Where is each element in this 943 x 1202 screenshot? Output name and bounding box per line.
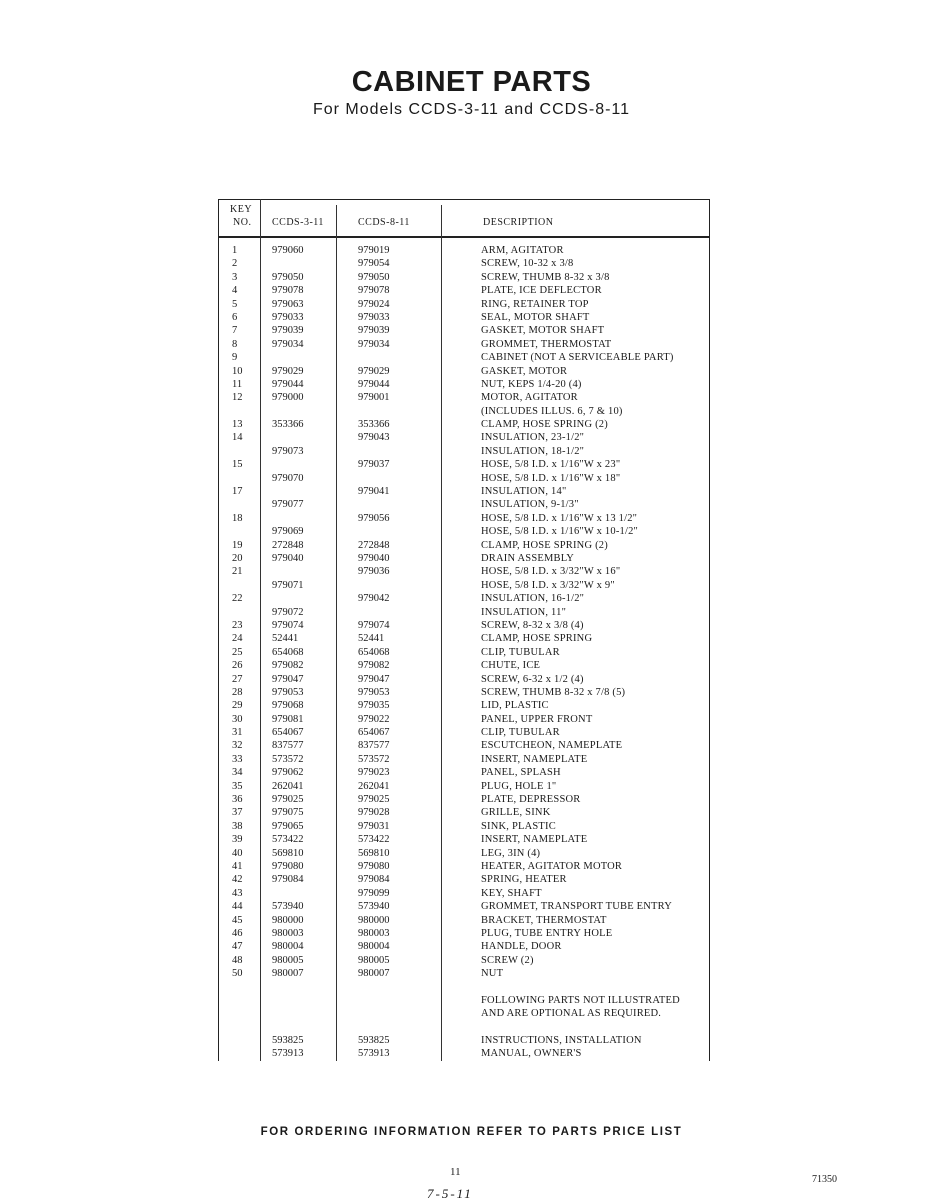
description-cell: CLAMP, HOSE SPRING (2) bbox=[481, 539, 608, 551]
model-b-part-cell: 979019 bbox=[358, 245, 390, 256]
model-b-part-cell: 979047 bbox=[358, 673, 390, 685]
model-b-part-cell: 573572 bbox=[358, 753, 390, 765]
key-cell: 23 bbox=[232, 619, 243, 631]
table-row bbox=[0, 753, 943, 766]
description-cell: HANDLE, DOOR bbox=[481, 941, 562, 953]
table-row bbox=[0, 873, 943, 886]
table-row bbox=[0, 1007, 943, 1020]
description-cell: GASKET, MOTOR SHAFT bbox=[481, 325, 605, 337]
model-b-part-cell: 573422 bbox=[358, 834, 390, 846]
key-cell: 41 bbox=[232, 860, 243, 872]
key-cell: 1 bbox=[232, 245, 238, 256]
key-cell: 4 bbox=[232, 285, 238, 297]
description-cell: SCREW, THUMB 8-32 x 7/8 (5) bbox=[481, 686, 626, 698]
key-cell: 36 bbox=[232, 794, 243, 806]
table-row bbox=[0, 391, 943, 404]
table-row bbox=[0, 271, 943, 284]
model-a-part-cell: 979063 bbox=[272, 298, 304, 310]
description-cell: ARM, AGITATOR bbox=[481, 245, 564, 256]
model-b-part-cell: 52441 bbox=[358, 633, 385, 645]
description-cell: HEATER, AGITATOR MOTOR bbox=[481, 860, 623, 872]
model-a-part-cell: 979044 bbox=[272, 378, 304, 390]
model-a-part-cell: 979050 bbox=[272, 271, 304, 283]
table-row bbox=[0, 525, 943, 538]
table-row bbox=[0, 244, 943, 257]
table-row bbox=[0, 914, 943, 927]
description-cell: HOSE, 5/8 I.D. x 1/16"W x 18" bbox=[481, 472, 621, 484]
description-cell: HOSE, 5/8 I.D. x 1/16"W x 13 1/2" bbox=[481, 512, 638, 524]
description-cell: HOSE, 5/8 I.D. x 1/16"W x 23" bbox=[481, 459, 621, 471]
model-a-part-cell: 979072 bbox=[272, 606, 304, 618]
model-a-part-cell: 979082 bbox=[272, 660, 304, 672]
key-cell: 46 bbox=[232, 927, 243, 939]
description-cell: PANEL, UPPER FRONT bbox=[481, 713, 593, 725]
key-cell: 29 bbox=[232, 700, 243, 712]
model-b-part-cell: 654068 bbox=[358, 646, 390, 658]
key-cell: 37 bbox=[232, 807, 243, 819]
description-cell: GASKET, MOTOR bbox=[481, 365, 568, 377]
model-b-part-cell: 593825 bbox=[358, 1035, 390, 1047]
key-cell: 10 bbox=[232, 365, 243, 377]
model-a-part-cell: 979075 bbox=[272, 807, 304, 819]
model-b-part-cell: 979001 bbox=[358, 392, 390, 404]
key-cell: 18 bbox=[232, 512, 243, 524]
description-cell: SPRING, HEATER bbox=[481, 874, 567, 886]
table-row bbox=[0, 298, 943, 311]
table-row bbox=[0, 780, 943, 793]
key-cell: 26 bbox=[232, 660, 243, 672]
model-b-part-cell: 837577 bbox=[358, 740, 390, 752]
table-row bbox=[0, 900, 943, 913]
model-a-part-cell: 573422 bbox=[272, 834, 304, 846]
model-b-part-cell: 980005 bbox=[358, 954, 390, 966]
model-a-part-cell: 979078 bbox=[272, 285, 304, 297]
table-row bbox=[0, 833, 943, 846]
table-row bbox=[0, 445, 943, 458]
key-cell: 34 bbox=[232, 767, 243, 779]
table-row bbox=[0, 405, 943, 418]
description-cell: HOSE, 5/8 I.D. x 3/32"W x 16" bbox=[481, 566, 621, 578]
model-b-part-cell: 654067 bbox=[358, 727, 390, 739]
header-key-line1: KEY bbox=[230, 204, 253, 215]
table-row bbox=[0, 766, 943, 779]
table-row bbox=[0, 980, 943, 993]
description-cell: MOTOR, AGITATOR bbox=[481, 392, 578, 404]
description-cell: INSULATION, 9-1/3" bbox=[481, 499, 579, 511]
ordering-note: FOR ORDERING INFORMATION REFER TO PARTS PRICE LIST bbox=[260, 1126, 683, 1138]
model-b-part-cell: 979029 bbox=[358, 365, 390, 377]
table-row bbox=[0, 860, 943, 873]
table-row bbox=[0, 887, 943, 900]
description-cell: PLATE, ICE DEFLECTOR bbox=[481, 285, 602, 297]
table-row bbox=[0, 472, 943, 485]
model-b-part-cell: 979031 bbox=[358, 820, 390, 832]
model-a-part-cell: 569810 bbox=[272, 847, 304, 859]
model-b-part-cell: 979082 bbox=[358, 660, 390, 672]
model-b-part-cell: 272848 bbox=[358, 539, 390, 551]
model-a-part-cell: 980003 bbox=[272, 927, 304, 939]
key-cell: 47 bbox=[232, 941, 243, 953]
key-cell: 12 bbox=[232, 392, 243, 404]
model-a-part-cell: 979053 bbox=[272, 686, 304, 698]
model-a-part-cell: 980000 bbox=[272, 914, 304, 926]
model-a-part-cell: 654068 bbox=[272, 646, 304, 658]
page-subtitle: For Models CCDS-3-11 and CCDS-8-11 bbox=[312, 101, 631, 118]
key-cell: 9 bbox=[232, 352, 238, 364]
model-a-part-cell: 979034 bbox=[272, 338, 304, 350]
model-a-part-cell: 573940 bbox=[272, 901, 304, 913]
model-a-part-cell: 979070 bbox=[272, 472, 304, 484]
description-cell: HOSE, 5/8 I.D. x 1/16"W x 10-1/2" bbox=[481, 526, 639, 538]
page-number: 11 bbox=[450, 1166, 461, 1178]
table-row bbox=[0, 1021, 943, 1034]
description-cell: SINK, PLASTIC bbox=[481, 820, 556, 832]
table-row bbox=[0, 592, 943, 605]
table-row bbox=[0, 726, 943, 739]
table-row bbox=[0, 659, 943, 672]
key-cell: 3 bbox=[232, 271, 238, 283]
table-row bbox=[0, 311, 943, 324]
key-cell: 13 bbox=[232, 419, 243, 431]
table-row bbox=[0, 713, 943, 726]
model-a-part-cell: 837577 bbox=[272, 740, 304, 752]
model-a-part-cell: 593825 bbox=[272, 1035, 304, 1047]
description-cell: LID, PLASTIC bbox=[481, 700, 549, 712]
model-a-part-cell: 979068 bbox=[272, 700, 304, 712]
description-cell: PANEL, SPLASH bbox=[481, 767, 561, 779]
table-row bbox=[0, 351, 943, 364]
table-row bbox=[0, 927, 943, 940]
table-row bbox=[0, 632, 943, 645]
model-b-part-cell: 979024 bbox=[358, 298, 390, 310]
model-b-part-cell: 979023 bbox=[358, 767, 390, 779]
key-cell: 31 bbox=[232, 727, 243, 739]
table-row bbox=[0, 418, 943, 431]
model-b-part-cell: 979099 bbox=[358, 887, 390, 899]
model-a-part-cell: 353366 bbox=[272, 419, 304, 431]
model-b-part-cell: 979022 bbox=[358, 713, 390, 725]
table-row bbox=[0, 954, 943, 967]
key-cell: 22 bbox=[232, 593, 243, 605]
table-row bbox=[0, 324, 943, 337]
table-row bbox=[0, 552, 943, 565]
description-cell: LEG, 3IN (4) bbox=[481, 847, 541, 859]
model-b-part-cell: 979078 bbox=[358, 285, 390, 297]
key-cell: 15 bbox=[232, 459, 243, 471]
key-cell: 27 bbox=[232, 673, 243, 685]
key-cell: 7 bbox=[232, 325, 238, 337]
description-cell: GRILLE, SINK bbox=[481, 807, 551, 819]
description-cell: NUT, KEPS 1/4-20 (4) bbox=[481, 378, 582, 390]
key-cell: 44 bbox=[232, 901, 243, 913]
key-cell: 38 bbox=[232, 820, 243, 832]
table-row bbox=[0, 257, 943, 270]
description-cell: FOLLOWING PARTS NOT ILLUSTRATED bbox=[481, 994, 680, 1006]
description-cell: SCREW, 8-32 x 3/8 (4) bbox=[481, 619, 584, 631]
model-b-part-cell: 979053 bbox=[358, 686, 390, 698]
description-cell: PLUG, TUBE ENTRY HOLE bbox=[481, 927, 613, 939]
page-title: CABINET PARTS bbox=[351, 66, 592, 98]
key-cell: 6 bbox=[232, 311, 238, 323]
key-cell: 11 bbox=[232, 378, 243, 390]
table-row bbox=[0, 619, 943, 632]
key-cell: 8 bbox=[232, 338, 238, 350]
description-cell: CLAMP, HOSE SPRING (2) bbox=[481, 419, 608, 431]
model-b-part-cell: 979028 bbox=[358, 807, 390, 819]
key-cell: 35 bbox=[232, 780, 243, 792]
description-cell: SCREW, THUMB 8-32 x 3/8 bbox=[481, 271, 610, 283]
table-row bbox=[0, 940, 943, 953]
key-cell: 39 bbox=[232, 834, 243, 846]
key-cell: 25 bbox=[232, 646, 243, 658]
key-cell: 40 bbox=[232, 847, 243, 859]
model-a-part-cell: 979000 bbox=[272, 392, 304, 404]
model-a-part-cell: 980004 bbox=[272, 941, 304, 953]
model-a-part-cell: 52441 bbox=[272, 633, 299, 645]
description-cell: KEY, SHAFT bbox=[481, 887, 542, 899]
header-description: DESCRIPTION bbox=[483, 217, 554, 228]
description-cell: INSULATION, 23-1/2" bbox=[481, 432, 585, 444]
description-cell: HOSE, 5/8 I.D. x 3/32"W x 9" bbox=[481, 579, 615, 591]
description-cell: INSULATION, 16-1/2" bbox=[481, 593, 585, 605]
table-row bbox=[0, 579, 943, 592]
model-b-part-cell: 979036 bbox=[358, 566, 390, 578]
model-a-part-cell: 979069 bbox=[272, 526, 304, 538]
table-row bbox=[0, 539, 943, 552]
model-a-part-cell: 979060 bbox=[272, 245, 304, 256]
description-cell: CABINET (NOT A SERVICEABLE PART) bbox=[481, 352, 674, 364]
key-cell: 19 bbox=[232, 539, 243, 551]
description-cell: PLATE, DEPRESSOR bbox=[481, 794, 581, 806]
key-cell: 45 bbox=[232, 914, 243, 926]
model-a-part-cell: 979039 bbox=[272, 325, 304, 337]
key-cell: 5 bbox=[232, 298, 238, 310]
model-a-part-cell: 979025 bbox=[272, 794, 304, 806]
key-cell: 50 bbox=[232, 968, 243, 980]
model-b-part-cell: 573913 bbox=[358, 1048, 390, 1060]
key-cell: 28 bbox=[232, 686, 243, 698]
key-cell: 20 bbox=[232, 552, 243, 564]
description-cell: SCREW, 6-32 x 1/2 (4) bbox=[481, 673, 584, 685]
table-row bbox=[0, 686, 943, 699]
table-row bbox=[0, 847, 943, 860]
table-row bbox=[0, 967, 943, 980]
key-cell: 33 bbox=[232, 753, 243, 765]
model-a-part-cell: 979065 bbox=[272, 820, 304, 832]
description-cell: CLIP, TUBULAR bbox=[481, 727, 560, 739]
description-cell: CHUTE, ICE bbox=[481, 660, 541, 672]
table-row bbox=[0, 606, 943, 619]
description-cell: DRAIN ASSEMBLY bbox=[481, 552, 575, 564]
description-cell: PLUG, HOLE 1" bbox=[481, 780, 557, 792]
model-a-part-cell: 262041 bbox=[272, 780, 304, 792]
model-b-part-cell: 979043 bbox=[358, 432, 390, 444]
model-b-part-cell: 980007 bbox=[358, 968, 390, 980]
description-cell: AND ARE OPTIONAL AS REQUIRED. bbox=[481, 1008, 662, 1020]
table-row bbox=[0, 565, 943, 578]
model-a-part-cell: 979029 bbox=[272, 365, 304, 377]
model-b-part-cell: 979039 bbox=[358, 325, 390, 337]
table-row bbox=[0, 498, 943, 511]
model-b-part-cell: 980000 bbox=[358, 914, 390, 926]
model-b-part-cell: 979044 bbox=[358, 378, 390, 390]
table-row bbox=[0, 994, 943, 1007]
table-row bbox=[0, 793, 943, 806]
header-key-line2: NO. bbox=[233, 217, 252, 228]
model-b-part-cell: 979056 bbox=[358, 512, 390, 524]
description-cell: SCREW (2) bbox=[481, 954, 534, 966]
model-a-part-cell: 980005 bbox=[272, 954, 304, 966]
table-row bbox=[0, 485, 943, 498]
model-b-part-cell: 980004 bbox=[358, 941, 390, 953]
model-b-part-cell: 979025 bbox=[358, 794, 390, 806]
model-b-part-cell: 980003 bbox=[358, 927, 390, 939]
description-cell: INSERT, NAMEPLATE bbox=[481, 753, 588, 765]
table-row bbox=[0, 820, 943, 833]
description-cell: SCREW, 10-32 x 3/8 bbox=[481, 258, 574, 270]
header-model-a: CCDS-3-11 bbox=[272, 217, 324, 228]
model-a-part-cell: 573572 bbox=[272, 753, 304, 765]
model-a-part-cell: 979073 bbox=[272, 445, 304, 457]
key-cell: 48 bbox=[232, 954, 243, 966]
key-cell: 17 bbox=[232, 486, 243, 498]
table-row bbox=[0, 673, 943, 686]
model-b-part-cell: 979042 bbox=[358, 593, 390, 605]
description-cell: RING, RETAINER TOP bbox=[481, 298, 589, 310]
table-row bbox=[0, 284, 943, 297]
model-a-part-cell: 979081 bbox=[272, 713, 304, 725]
model-b-part-cell: 569810 bbox=[358, 847, 390, 859]
model-a-part-cell: 573913 bbox=[272, 1048, 304, 1060]
description-cell: MANUAL, OWNER'S bbox=[481, 1048, 582, 1060]
key-cell: 30 bbox=[232, 713, 243, 725]
model-b-part-cell: 353366 bbox=[358, 419, 390, 431]
table-row bbox=[0, 338, 943, 351]
description-cell: INSULATION, 11" bbox=[481, 606, 567, 618]
table-row bbox=[0, 512, 943, 525]
model-b-part-cell: 979084 bbox=[358, 874, 390, 886]
description-cell: NUT bbox=[481, 968, 504, 980]
table-row bbox=[0, 739, 943, 752]
model-b-part-cell: 979035 bbox=[358, 700, 390, 712]
table-row bbox=[0, 365, 943, 378]
handwritten-note: 7-5-11 bbox=[427, 1186, 473, 1201]
description-cell: INSERT, NAMEPLATE bbox=[481, 834, 588, 846]
description-cell: BRACKET, THERMOSTAT bbox=[481, 914, 607, 926]
model-b-part-cell: 979033 bbox=[358, 311, 390, 323]
table-row bbox=[0, 646, 943, 659]
model-b-part-cell: 979040 bbox=[358, 552, 390, 564]
model-b-part-cell: 979054 bbox=[358, 258, 390, 270]
model-b-part-cell: 979034 bbox=[358, 338, 390, 350]
key-cell: 43 bbox=[232, 887, 243, 899]
table-row bbox=[0, 458, 943, 471]
table-row bbox=[0, 1034, 943, 1047]
model-b-part-cell: 573940 bbox=[358, 901, 390, 913]
key-cell: 21 bbox=[232, 566, 243, 578]
model-b-part-cell: 979041 bbox=[358, 486, 390, 498]
model-a-part-cell: 980007 bbox=[272, 968, 304, 980]
model-a-part-cell: 979074 bbox=[272, 619, 304, 631]
model-a-part-cell: 979062 bbox=[272, 767, 304, 779]
key-cell: 2 bbox=[232, 258, 238, 270]
description-cell: CLIP, TUBULAR bbox=[481, 646, 560, 658]
table-row bbox=[0, 699, 943, 712]
table-row bbox=[0, 431, 943, 444]
model-a-part-cell: 979080 bbox=[272, 860, 304, 872]
description-cell: GROMMET, THERMOSTAT bbox=[481, 338, 612, 350]
description-cell: SEAL, MOTOR SHAFT bbox=[481, 311, 590, 323]
model-b-part-cell: 979074 bbox=[358, 619, 390, 631]
model-a-part-cell: 979084 bbox=[272, 874, 304, 886]
header-model-b: CCDS-8-11 bbox=[358, 217, 410, 228]
key-cell: 14 bbox=[232, 432, 243, 444]
key-cell: 24 bbox=[232, 633, 243, 645]
key-cell: 42 bbox=[232, 874, 243, 886]
model-a-part-cell: 979033 bbox=[272, 311, 304, 323]
description-cell: (INCLUDES ILLUS. 6, 7 & 10) bbox=[481, 405, 623, 417]
description-cell: INSTRUCTIONS, INSTALLATION bbox=[481, 1035, 642, 1047]
document-number: 71350 bbox=[812, 1174, 837, 1185]
model-a-part-cell: 979071 bbox=[272, 579, 304, 591]
table-row bbox=[0, 378, 943, 391]
table-row bbox=[0, 806, 943, 819]
key-cell: 32 bbox=[232, 740, 243, 752]
description-cell: INSULATION, 18-1/2" bbox=[481, 445, 585, 457]
description-cell: CLAMP, HOSE SPRING bbox=[481, 633, 593, 645]
description-cell: ESCUTCHEON, NAMEPLATE bbox=[481, 740, 623, 752]
model-a-part-cell: 272848 bbox=[272, 539, 304, 551]
model-a-part-cell: 979047 bbox=[272, 673, 304, 685]
model-a-part-cell: 654067 bbox=[272, 727, 304, 739]
model-a-part-cell: 979077 bbox=[272, 499, 304, 511]
model-b-part-cell: 979050 bbox=[358, 271, 390, 283]
header-divider bbox=[218, 236, 710, 238]
model-b-part-cell: 979037 bbox=[358, 459, 390, 471]
model-b-part-cell: 979080 bbox=[358, 860, 390, 872]
model-a-part-cell: 979040 bbox=[272, 552, 304, 564]
parts-table-body bbox=[0, 244, 943, 1061]
table-row bbox=[0, 1047, 943, 1060]
description-cell: GROMMET, TRANSPORT TUBE ENTRY bbox=[481, 901, 673, 913]
model-b-part-cell: 262041 bbox=[358, 780, 390, 792]
description-cell: INSULATION, 14" bbox=[481, 486, 567, 498]
